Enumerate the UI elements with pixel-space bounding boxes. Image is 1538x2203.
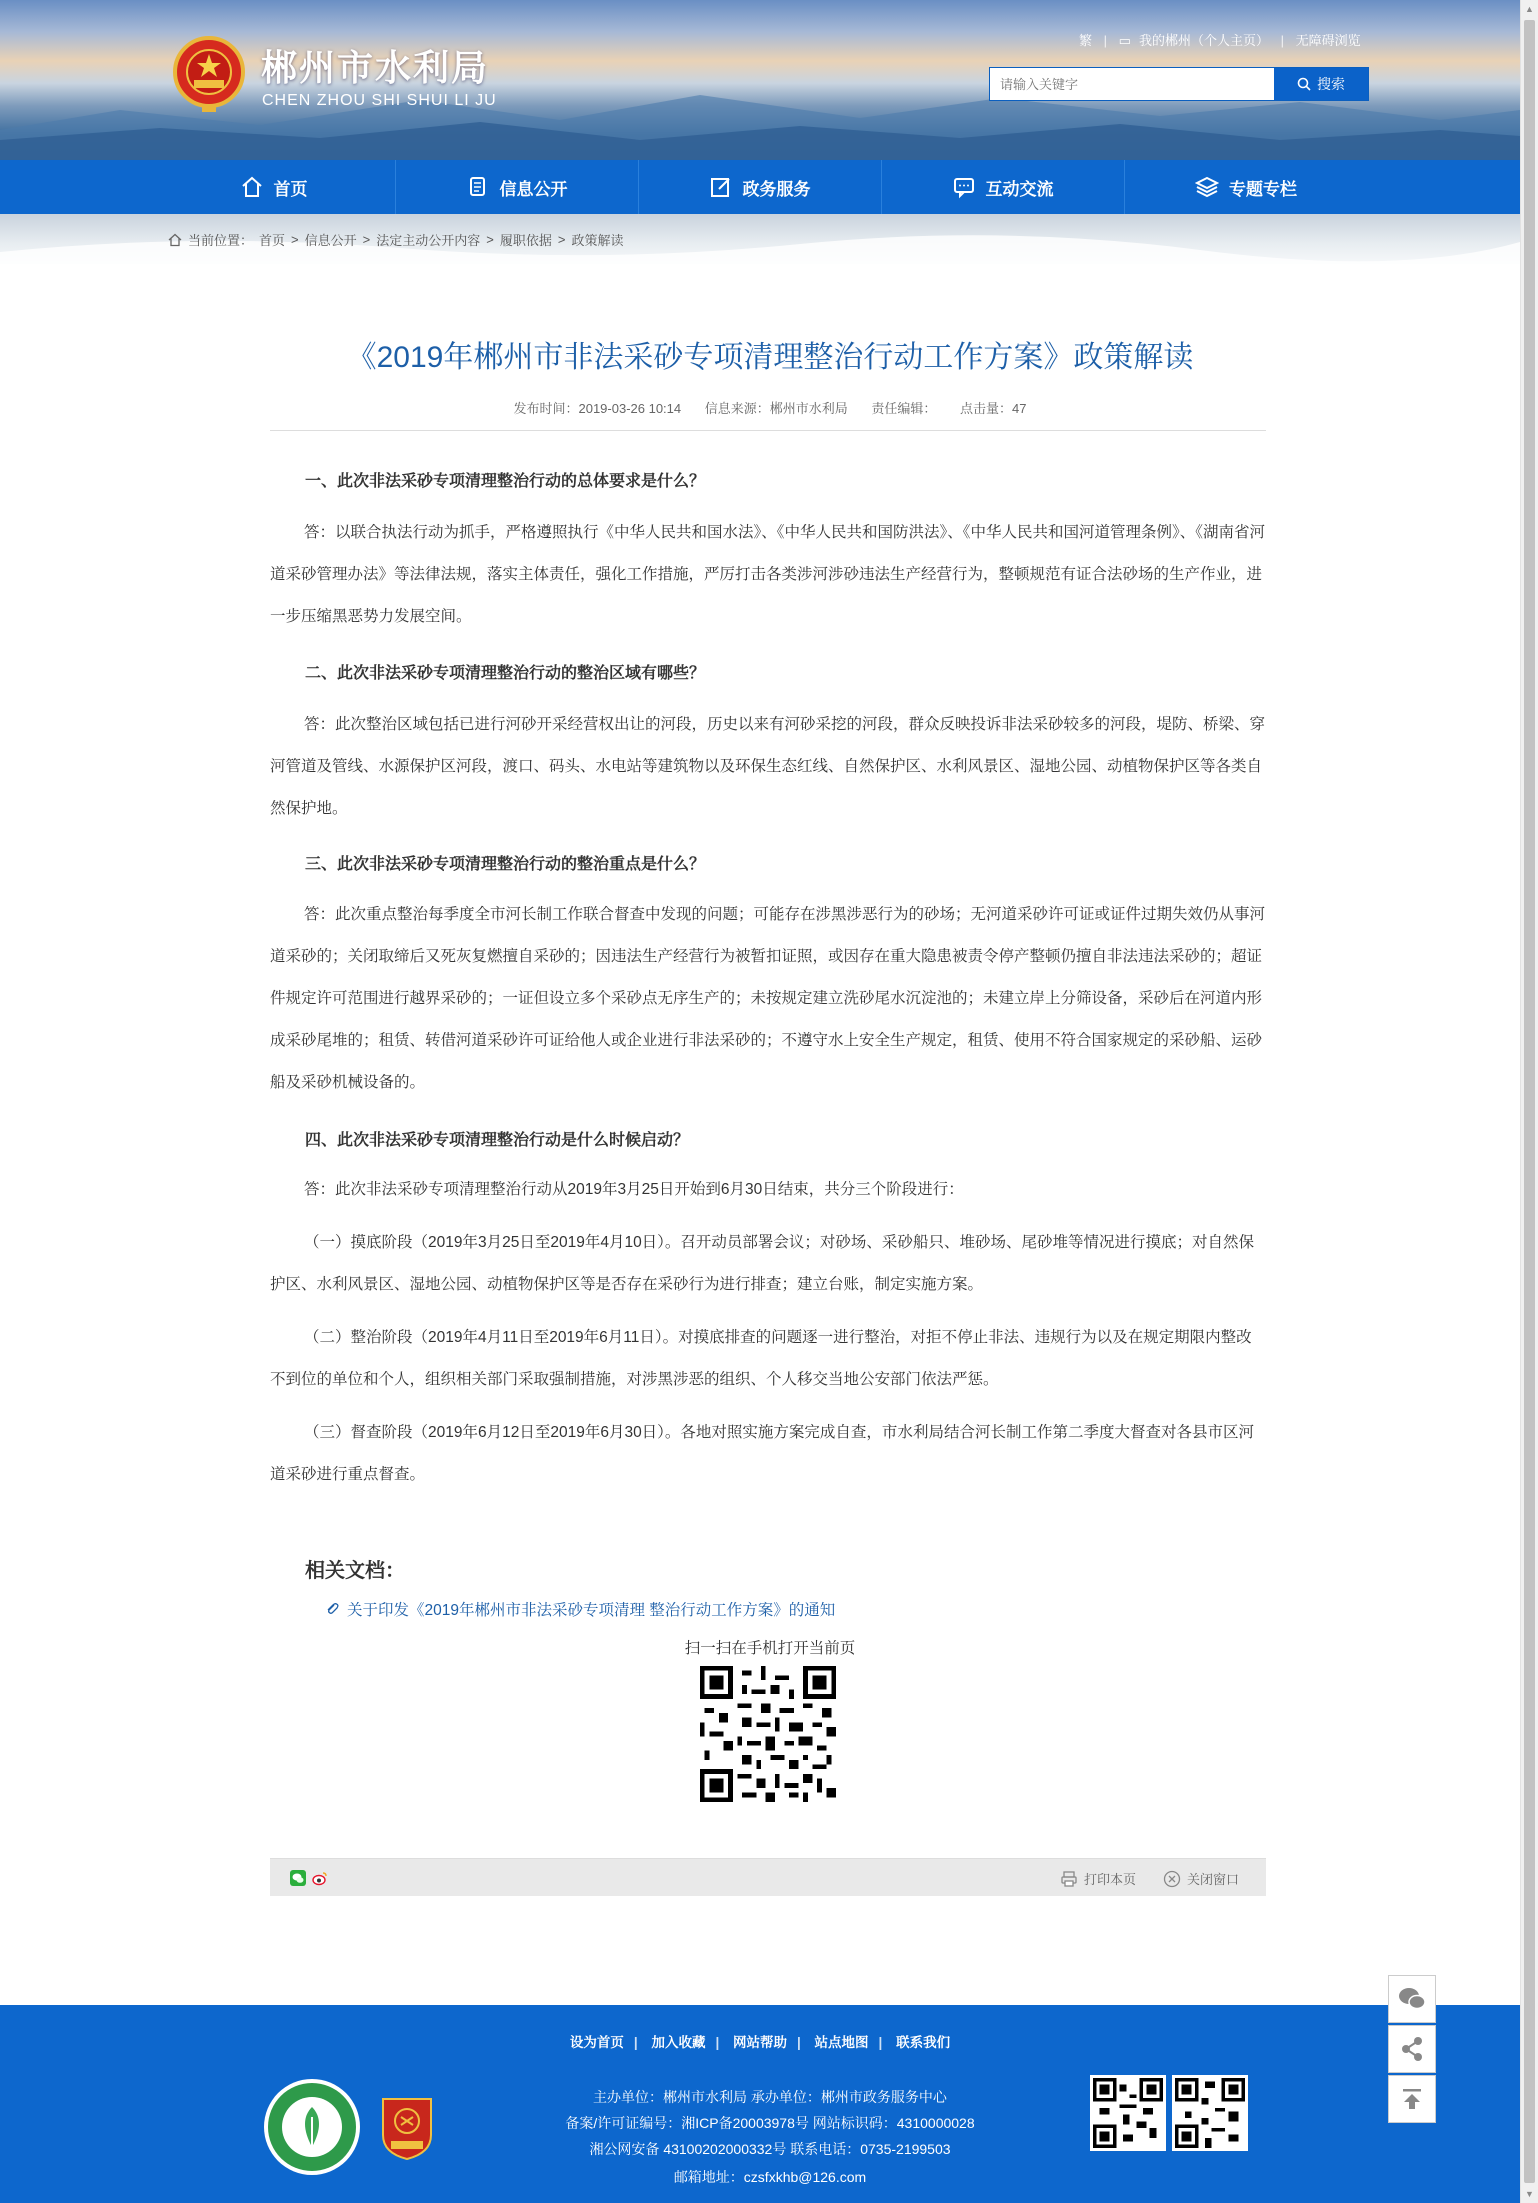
divider: |	[1280, 33, 1284, 48]
site-subtitle: CHEN ZHOU SHI SHUI LI JU	[262, 92, 497, 109]
footer-link-set-home[interactable]: 设为首页	[569, 2035, 624, 2050]
site-title[interactable]: 郴州市水利局	[261, 47, 490, 88]
search-button[interactable]	[1274, 68, 1368, 100]
chat-icon	[952, 175, 976, 199]
divider: |	[878, 2035, 883, 2050]
nav-label: 互动交流	[985, 179, 1054, 199]
traditional-chinese-link[interactable]: 繁	[1079, 33, 1093, 48]
footer-host: 主办单位：郴州市水利局 承办单位：郴州市政务服务中心	[593, 2089, 947, 2105]
wechat-share-icon[interactable]	[290, 1870, 306, 1886]
info-source: 信息来源：郴州市水利局	[704, 401, 848, 416]
footer-link-contact[interactable]: 联系我们	[896, 2035, 951, 2050]
document-icon	[466, 175, 490, 199]
stage-paragraph: （一）摸底阶段（2019年3月25日至2019年4月10日）。召开动员部署会议；对砂场、采砂船只、堆砂场、尾砂堆等情况进行摸底；对自然保护区、水利风景区、湿地公园、动植物保护区等是否存在采砂行为进行排查；建立台账，制定实施方案。	[270, 1234, 1254, 1293]
divider: |	[1103, 33, 1108, 48]
divider	[270, 430, 1266, 431]
scan-qr-text: 扫一扫在手机打开当前页	[684, 1640, 856, 1657]
side-share-button[interactable]	[1388, 2025, 1436, 2073]
footer-qr-code	[1172, 2075, 1248, 2151]
nav-label: 首页	[273, 179, 308, 199]
qr-code	[700, 1666, 836, 1802]
editor: 责任编辑：	[871, 401, 937, 416]
publish-time: 发布时间：2019-03-26 10:14	[513, 401, 682, 416]
nav-label: 信息公开	[499, 179, 568, 199]
footer-icp: 备案/许可证编号：湘ICP备20003978号 网站标识码：4310000028	[565, 2115, 975, 2131]
close-label: 关闭窗口	[1187, 1872, 1240, 1887]
accessibility-link[interactable]: 无障碍浏览	[1295, 33, 1361, 48]
breadcrumb-policy[interactable]: 政策解读	[571, 233, 624, 248]
breadcrumb-legal[interactable]: 法定主动公开内容	[376, 233, 481, 248]
footer-links	[0, 2031, 1520, 2051]
divider: |	[715, 2035, 720, 2050]
footer-email: 邮箱地址：czsfxkhb@126.com	[673, 2169, 867, 2185]
footer-link-sitemap[interactable]: 站点地图	[814, 2035, 869, 2050]
share-icon	[1398, 2035, 1426, 2063]
breadcrumb-info[interactable]: 信息公开	[304, 233, 357, 248]
top-links	[1075, 30, 1365, 49]
scrollbar[interactable]	[1520, 0, 1538, 2203]
site-footer	[0, 2005, 1520, 2203]
breadcrumb-prefix: 当前位置：	[188, 233, 254, 248]
print-icon	[1060, 1870, 1078, 1888]
back-to-top-icon	[1399, 2086, 1425, 2112]
side-wechat-button[interactable]	[1388, 1975, 1436, 2023]
breadcrumb-duty[interactable]: 履职依据	[499, 233, 552, 248]
answer-paragraph: 答：此次非法采砂专项清理整治行动从2019年3月25日开始到6月30日结束，共分三个阶段进行：	[304, 1181, 964, 1198]
search-button-label: 搜索	[1317, 76, 1345, 92]
scroll-up-icon[interactable]: ▲	[1525, 4, 1534, 14]
related-doc-link[interactable]	[325, 1598, 835, 1620]
divider: |	[797, 2035, 801, 2050]
article-meta	[270, 398, 1270, 417]
home-icon	[168, 233, 182, 247]
breadcrumb-home[interactable]: 首页	[259, 233, 286, 248]
related-doc-link-text: 关于印发《2019年郴州市非法采砂专项清理 整治行动工作方案》的通知	[347, 1602, 836, 1619]
nav-item-special-topics[interactable]	[1125, 160, 1368, 214]
view-count: 点击量：47	[960, 401, 1027, 416]
nav-label: 专题专栏	[1229, 179, 1297, 199]
scrollbar-thumb[interactable]	[1524, 20, 1535, 2183]
question-heading: 三、此次非法采砂专项清理整治行动的整治重点是什么？	[305, 856, 706, 873]
site-header	[0, 0, 1520, 160]
footer-link-help[interactable]: 网站帮助	[733, 2035, 787, 2050]
breadcrumb-sep: >	[557, 232, 566, 247]
nav-label: 政务服务	[742, 179, 811, 199]
weibo-share-icon[interactable]	[312, 1870, 328, 1886]
footer-qr-code	[1090, 2075, 1166, 2151]
article-toolbar	[270, 1858, 1266, 1896]
national-emblem-logo[interactable]	[172, 34, 246, 114]
footer-police: 湘公网安备 43100202000332号 联系电话：0735-2199503	[589, 2141, 951, 2157]
stage-paragraph: （三）督查阶段（2019年6月12日至2019年6月30日）。各地对照实施方案完成自查，市水利局结合河长制工作第二季度大督查对各县市区河道采砂进行重点督查。	[270, 1424, 1254, 1483]
wechat-icon	[1397, 1986, 1427, 2012]
related-docs-title: 相关文档：	[305, 1560, 405, 1582]
scroll-down-icon[interactable]: ▼	[1525, 2189, 1534, 2199]
monitor-icon: ▭	[1118, 33, 1131, 48]
home-icon	[240, 175, 264, 199]
breadcrumb	[168, 230, 623, 249]
answer-paragraph: 答：此次重点整治每季度全市河长制工作联合督查中发现的问题；可能存在涉黑涉恶行为的砂场；无河道采砂许可证或证件过期失效仍从事河道采砂的；关闭取缔后又死灰复燃擅自采砂的；因违法生产经营行为被暂扣证照，或因存在重大隐患被责令停产整顿仍擅自非法违法采砂的；超证件规定许可范围进行越界采砂的；一证但设立多个采砂点无序生产的；未按规定建立洗砂尾水沉淀池的；未建立岸上分筛设备，采砂后在河道内形成采砂尾堆的；租赁、转借河道采砂许可证给他人或企业进行非法采砂的；不遵守水上安全生产规定，租赁、使用不符合国家规定的采砂船、运砂船及采砂机械设备的。	[270, 906, 1266, 1091]
side-back-to-top-button[interactable]	[1388, 2075, 1436, 2123]
footer-link-favorite[interactable]: 加入收藏	[651, 2035, 706, 2050]
search-box	[989, 67, 1369, 101]
main-nav	[0, 160, 1520, 214]
question-heading: 一、此次非法采砂专项清理整治行动的总体要求是什么？	[305, 473, 706, 490]
nav-item-gov-services[interactable]	[639, 160, 882, 214]
stage-paragraph: （二）整治阶段（2019年4月11日至2019年6月11日）。对摸底排查的问题逐一进行整治，对拒不停止非法、违规行为以及在规定期限内整改不到位的单位和个人，组织相关部门采取强制措施，对涉黑涉恶的组织、个人移交当地公安部门依法严惩。	[270, 1329, 1252, 1388]
layers-icon	[1195, 175, 1219, 199]
breadcrumb-sep: >	[486, 232, 494, 247]
answer-paragraph: 答：以联合执法行动为抓手，严格遵照执行《中华人民共和国水法》、《中华人民共和国防洪法》、《中华人民共和国河道管理条例》、《湖南省河道采砂管理办法》等法律法规，落实主体责任，强化工作措施，严厉打击各类涉河涉砂违法生产经营行为，整顿规范有证合法砂场的生产作业，进一步压缩黑恶势力发展空间。	[270, 524, 1266, 625]
breadcrumb-sep: >	[291, 232, 299, 247]
search-input[interactable]	[990, 68, 1274, 100]
edit-icon	[709, 175, 733, 199]
close-window-button[interactable]	[1163, 1869, 1239, 1888]
breadcrumb-sep: >	[362, 232, 371, 247]
article-title: 《2019年郴州市非法采砂专项清理整治行动工作方案》政策解读	[346, 341, 1194, 374]
close-icon	[1163, 1870, 1181, 1888]
nav-item-home[interactable]	[153, 160, 396, 214]
divider: |	[633, 2035, 638, 2050]
nav-item-info-disclosure[interactable]	[396, 160, 639, 214]
question-heading: 四、此次非法采砂专项清理整治行动是什么时候启动？	[305, 1132, 690, 1149]
my-chenzhou-link[interactable]: 我的郴州（个人主页）	[1138, 33, 1269, 48]
question-heading: 二、此次非法采砂专项清理整治行动的整治区域有哪些？	[305, 665, 706, 682]
print-label: 打印本页	[1084, 1872, 1137, 1887]
search-icon	[1297, 77, 1311, 91]
answer-paragraph: 答：此次整治区域包括已进行河砂开采经营权出让的河段，历史以来有河砂采挖的河段，群众反映投诉非法采砂较多的河段，堤防、桥梁、穿河管道及管线、水源保护区河段，渡口、码头、水电站等建筑物以及环保生态红线、自然保护区、水利风景区、湿地公园、动植物保护区等各类自然保护地。	[270, 716, 1266, 817]
nav-item-interaction[interactable]	[882, 160, 1125, 214]
paperclip-icon	[325, 1602, 339, 1616]
print-button[interactable]	[1060, 1869, 1136, 1888]
